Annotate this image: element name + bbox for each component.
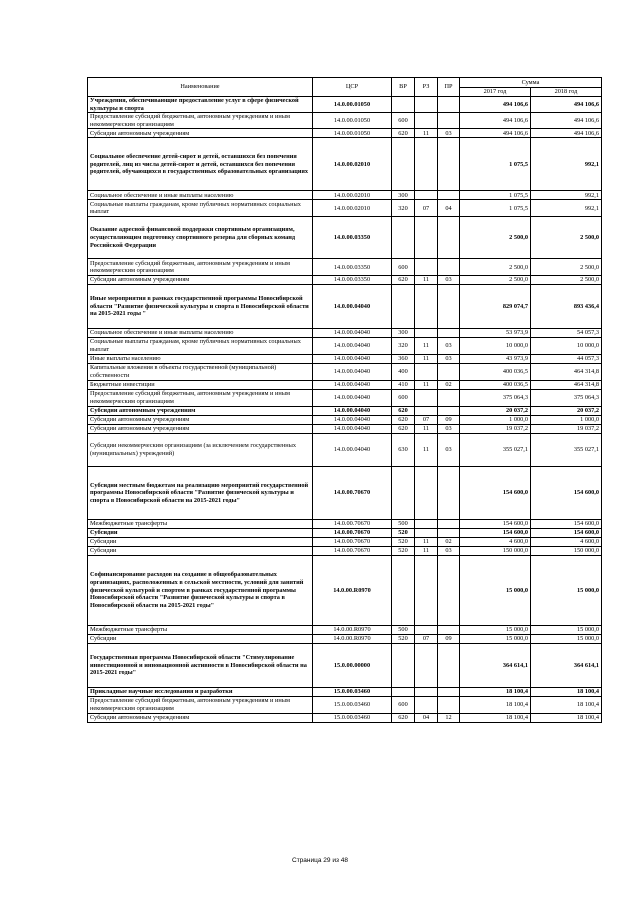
row-sum-2018-cell: 494 106,6 (531, 113, 602, 129)
row-csr-cell: 14.0.00.02010 (313, 200, 392, 217)
row-csr-cell: 14.0.00.R0970 (313, 634, 392, 643)
row-sum-2018-cell: 992,1 (531, 200, 602, 217)
table-row (88, 389, 602, 406)
row-vr-cell: 410 (392, 380, 415, 389)
table-row (88, 555, 602, 625)
table-row (88, 713, 602, 722)
row-rz-cell (415, 138, 438, 191)
row-csr-cell: 14.0.00.R0970 (313, 625, 392, 634)
row-pr-cell: 03 (438, 337, 460, 354)
row-vr-cell: 600 (392, 113, 415, 129)
row-pr-cell: 03 (438, 276, 460, 285)
row-sum-2017-cell: 18 100,4 (460, 713, 531, 722)
row-name-cell: Субсидии автономным учреждениям (88, 129, 313, 138)
table-row (88, 97, 602, 113)
row-rz-cell (415, 625, 438, 634)
row-pr-cell (438, 259, 460, 276)
table-row (88, 129, 602, 138)
row-rz-cell (415, 555, 438, 625)
table-row (88, 406, 602, 415)
row-pr-cell (438, 687, 460, 696)
row-name-cell: Оказание адресной финансовой поддержки спортивным организациям, осуществляющим подготовку спортивного резерва для сборных команд Российской Федерации (88, 217, 313, 259)
row-pr-cell: 02 (438, 380, 460, 389)
row-pr-cell: 09 (438, 415, 460, 424)
row-sum-2017-cell: 1 075,5 (460, 138, 531, 191)
table-row (88, 634, 602, 643)
row-csr-cell: 14.0.00.70670 (313, 519, 392, 528)
row-pr-cell (438, 97, 460, 113)
row-csr-cell: 14.0.00.01050 (313, 97, 392, 113)
row-sum-2018-cell: 2 500,0 (531, 217, 602, 259)
row-sum-2018-cell: 18 100,4 (531, 696, 602, 713)
row-vr-cell: 620 (392, 424, 415, 433)
row-rz-cell: 07 (415, 200, 438, 217)
table-row (88, 625, 602, 634)
row-name-cell: Социальные выплаты гражданам, кроме публичных нормативных социальных выплат (88, 200, 313, 217)
row-name-cell: Предоставление субсидий бюджетным, автономным учреждениям и иным некоммерческим организациям (88, 259, 313, 276)
row-rz-cell: 11 (415, 354, 438, 363)
row-vr-cell: 620 (392, 713, 415, 722)
row-rz-cell: 11 (415, 546, 438, 555)
row-name-cell: Бюджетные инвестиции (88, 380, 313, 389)
row-csr-cell: 14.0.00.04040 (313, 354, 392, 363)
row-csr-cell: 14.0.00.70670 (313, 466, 392, 519)
row-sum-2018-cell: 464 314,8 (531, 363, 602, 380)
row-sum-2017-cell: 10 000,0 (460, 337, 531, 354)
row-name-cell: Учреждения, обеспечивающие предоставление услуг в сфере физической культуры и спорта (88, 97, 313, 113)
row-vr-cell: 600 (392, 696, 415, 713)
row-rz-cell (415, 328, 438, 337)
row-vr-cell: 500 (392, 519, 415, 528)
row-pr-cell: 04 (438, 200, 460, 217)
table-row (88, 696, 602, 713)
row-rz-cell (415, 191, 438, 200)
row-sum-2017-cell: 15 000,0 (460, 634, 531, 643)
row-sum-2017-cell: 154 600,0 (460, 519, 531, 528)
row-sum-2017-cell: 494 106,6 (460, 97, 531, 113)
row-csr-cell: 14.0.00.04040 (313, 328, 392, 337)
table-body (88, 97, 602, 723)
row-rz-cell (415, 696, 438, 713)
row-sum-2017-cell: 4 600,0 (460, 537, 531, 546)
row-name-cell: Субсидии автономным учреждениям (88, 424, 313, 433)
row-sum-2018-cell: 15 000,0 (531, 625, 602, 634)
row-sum-2017-cell: 1 075,5 (460, 200, 531, 217)
row-vr-cell (392, 284, 415, 328)
row-pr-cell (438, 466, 460, 519)
row-sum-2018-cell: 154 600,0 (531, 466, 602, 519)
row-vr-cell (392, 466, 415, 519)
header-name: Наименование (88, 78, 313, 97)
row-sum-2017-cell: 15 000,0 (460, 625, 531, 634)
row-csr-cell: 14.0.00.01050 (313, 113, 392, 129)
table-row (88, 643, 602, 687)
row-sum-2017-cell: 400 036,5 (460, 380, 531, 389)
row-name-cell: Субсидии (88, 546, 313, 555)
header-pr: ПР (438, 78, 460, 97)
row-vr-cell: 620 (392, 406, 415, 415)
row-csr-cell: 14.0.00.03350 (313, 217, 392, 259)
row-sum-2017-cell: 2 500,0 (460, 217, 531, 259)
row-name-cell: Иные выплаты населению (88, 354, 313, 363)
table-row (88, 328, 602, 337)
row-rz-cell: 11 (415, 380, 438, 389)
row-sum-2017-cell: 20 037,2 (460, 406, 531, 415)
row-csr-cell: 14.0.00.03350 (313, 259, 392, 276)
row-rz-cell: 04 (415, 713, 438, 722)
row-name-cell: Иные мероприятия в рамках государственной программы Новосибирской области "Развитие физической культуры и спорта в Новосибирской области на 2015-2021 годы " (88, 284, 313, 328)
row-csr-cell: 14.0.00.02010 (313, 191, 392, 200)
header-2017: 2017 год (460, 88, 531, 97)
row-vr-cell: 300 (392, 191, 415, 200)
row-rz-cell: 11 (415, 337, 438, 354)
row-vr-cell: 520 (392, 528, 415, 537)
row-pr-cell (438, 643, 460, 687)
row-pr-cell (438, 519, 460, 528)
table-row (88, 528, 602, 537)
row-vr-cell: 300 (392, 328, 415, 337)
row-vr-cell: 620 (392, 129, 415, 138)
row-pr-cell (438, 284, 460, 328)
row-sum-2017-cell: 18 100,4 (460, 687, 531, 696)
row-rz-cell (415, 259, 438, 276)
row-sum-2017-cell: 829 074,7 (460, 284, 531, 328)
row-name-cell: Социальное обеспечение детей-сирот и детей, оставшихся без попечения родителей, лиц из числа детей-сирот и детей, оставшихся без попечения родителей, обучающихся в государственных образовательных организациях (88, 138, 313, 191)
table-row (88, 424, 602, 433)
table-row (88, 354, 602, 363)
row-pr-cell (438, 625, 460, 634)
row-csr-cell: 14.0.00.R0970 (313, 555, 392, 625)
row-csr-cell: 14.0.00.04040 (313, 380, 392, 389)
row-rz-cell (415, 687, 438, 696)
row-sum-2018-cell: 15 000,0 (531, 555, 602, 625)
row-sum-2017-cell: 43 973,9 (460, 354, 531, 363)
row-sum-2018-cell: 2 500,0 (531, 259, 602, 276)
row-name-cell: Капитальные вложения в объекты государственной (муниципальной) собственности (88, 363, 313, 380)
table-row (88, 200, 602, 217)
row-name-cell: Предоставление субсидий бюджетным, автономным учреждениям и иным некоммерческим организациям (88, 113, 313, 129)
row-vr-cell: 520 (392, 634, 415, 643)
row-sum-2018-cell: 375 064,3 (531, 389, 602, 406)
row-vr-cell (392, 138, 415, 191)
row-sum-2017-cell: 494 106,6 (460, 113, 531, 129)
row-pr-cell (438, 113, 460, 129)
row-sum-2017-cell: 1 075,5 (460, 191, 531, 200)
row-sum-2017-cell: 364 614,1 (460, 643, 531, 687)
row-csr-cell: 15.0.00.03460 (313, 713, 392, 722)
header-sum: Сумма (460, 78, 602, 88)
row-sum-2018-cell: 4 600,0 (531, 537, 602, 546)
row-rz-cell (415, 643, 438, 687)
table-row (88, 284, 602, 328)
row-sum-2018-cell: 10 000,0 (531, 337, 602, 354)
row-csr-cell: 14.0.00.70670 (313, 546, 392, 555)
header-vr: ВР (392, 78, 415, 97)
row-pr-cell: 12 (438, 713, 460, 722)
row-sum-2018-cell: 154 600,0 (531, 528, 602, 537)
row-name-cell: Субсидии автономным учреждениям (88, 276, 313, 285)
row-name-cell: Социальное обеспечение и иные выплаты населению (88, 328, 313, 337)
row-rz-cell: 11 (415, 276, 438, 285)
row-rz-cell (415, 406, 438, 415)
row-pr-cell (438, 191, 460, 200)
row-csr-cell: 15.0.00.03460 (313, 696, 392, 713)
row-name-cell: Субсидии автономным учреждениям (88, 713, 313, 722)
row-vr-cell (392, 217, 415, 259)
row-sum-2018-cell: 355 027,1 (531, 433, 602, 466)
row-vr-cell: 520 (392, 546, 415, 555)
table-row (88, 217, 602, 259)
row-csr-cell: 14.0.00.01050 (313, 129, 392, 138)
row-sum-2018-cell: 364 614,1 (531, 643, 602, 687)
row-csr-cell: 15.0.00.03460 (313, 687, 392, 696)
row-csr-cell: 14.0.00.70670 (313, 528, 392, 537)
row-sum-2017-cell: 15 000,0 (460, 555, 531, 625)
row-csr-cell: 14.0.00.04040 (313, 389, 392, 406)
row-sum-2017-cell: 18 100,4 (460, 696, 531, 713)
row-sum-2018-cell: 18 100,4 (531, 687, 602, 696)
row-csr-cell: 14.0.00.03350 (313, 276, 392, 285)
row-rz-cell (415, 363, 438, 380)
row-vr-cell (392, 643, 415, 687)
table-row (88, 363, 602, 380)
row-pr-cell (438, 217, 460, 259)
table-row (88, 113, 602, 129)
row-sum-2017-cell: 19 037,2 (460, 424, 531, 433)
row-name-cell: Субсидии местным бюджетам на реализацию мероприятий государственной программы Новосибирской области "Развитие физической культуры и спорта в Новосибирской области на 2015-2021 годы" (88, 466, 313, 519)
table-row (88, 415, 602, 424)
table-row (88, 537, 602, 546)
row-name-cell: Субсидии автономным учреждениям (88, 415, 313, 424)
row-rz-cell: 11 (415, 424, 438, 433)
row-rz-cell (415, 113, 438, 129)
row-sum-2018-cell: 2 500,0 (531, 276, 602, 285)
row-pr-cell: 09 (438, 634, 460, 643)
row-sum-2018-cell: 150 000,0 (531, 546, 602, 555)
row-csr-cell: 14.0.00.04040 (313, 424, 392, 433)
row-pr-cell: 03 (438, 129, 460, 138)
row-pr-cell (438, 406, 460, 415)
budget-table (87, 77, 602, 723)
row-pr-cell: 03 (438, 546, 460, 555)
row-sum-2018-cell: 20 037,2 (531, 406, 602, 415)
row-rz-cell (415, 519, 438, 528)
header-rz: РЗ (415, 78, 438, 97)
row-rz-cell: 11 (415, 537, 438, 546)
row-rz-cell: 11 (415, 433, 438, 466)
row-pr-cell: 03 (438, 354, 460, 363)
row-vr-cell: 500 (392, 625, 415, 634)
row-sum-2018-cell: 154 600,0 (531, 519, 602, 528)
row-sum-2018-cell: 44 057,3 (531, 354, 602, 363)
row-csr-cell: 14.0.00.04040 (313, 406, 392, 415)
row-name-cell: Социальное обеспечение и иные выплаты населению (88, 191, 313, 200)
row-rz-cell (415, 284, 438, 328)
row-sum-2017-cell: 2 500,0 (460, 259, 531, 276)
row-vr-cell: 360 (392, 354, 415, 363)
row-rz-cell (415, 217, 438, 259)
row-rz-cell (415, 389, 438, 406)
row-vr-cell: 400 (392, 363, 415, 380)
row-sum-2018-cell: 893 436,4 (531, 284, 602, 328)
row-sum-2018-cell: 1 000,0 (531, 415, 602, 424)
table-row (88, 138, 602, 191)
row-vr-cell: 320 (392, 200, 415, 217)
row-rz-cell (415, 528, 438, 537)
table-row (88, 276, 602, 285)
row-vr-cell: 620 (392, 415, 415, 424)
row-sum-2018-cell: 464 314,8 (531, 380, 602, 389)
row-csr-cell: 14.0.00.04040 (313, 433, 392, 466)
row-sum-2018-cell: 494 106,6 (531, 97, 602, 113)
table-row (88, 546, 602, 555)
row-csr-cell: 14.0.00.70670 (313, 537, 392, 546)
row-sum-2017-cell: 494 106,6 (460, 129, 531, 138)
row-csr-cell: 15.0.00.00000 (313, 643, 392, 687)
table-row (88, 337, 602, 354)
row-name-cell: Субсидии некоммерческим организациям (за исключением государственных (муниципальных) учреждений) (88, 433, 313, 466)
header-2018: 2018 год (531, 88, 602, 97)
row-name-cell: Субсидии автономным учреждениям (88, 406, 313, 415)
row-vr-cell: 520 (392, 537, 415, 546)
row-pr-cell (438, 528, 460, 537)
row-name-cell: Межбюджетные трансферты (88, 625, 313, 634)
header-csr: ЦСР (313, 78, 392, 97)
row-pr-cell (438, 328, 460, 337)
table-row (88, 466, 602, 519)
row-vr-cell: 620 (392, 276, 415, 285)
row-sum-2017-cell: 1 000,0 (460, 415, 531, 424)
page-number: Страница 29 из 48 (292, 857, 348, 864)
row-sum-2017-cell: 154 600,0 (460, 528, 531, 537)
row-sum-2017-cell: 2 500,0 (460, 276, 531, 285)
table-row (88, 687, 602, 696)
row-vr-cell (392, 687, 415, 696)
row-csr-cell: 14.0.00.04040 (313, 284, 392, 328)
row-name-cell: Софинансирование расходов на создание в общеобразовательных организациях, расположенных в сельской местности, условий для занятий физической культурой и спортом в рамках государственной программы Новосибирской области "Развитие физической культуры и спорта в Новосибирской области на 2015-2021 годы" (88, 555, 313, 625)
table-row (88, 380, 602, 389)
row-pr-cell (438, 363, 460, 380)
row-sum-2017-cell: 355 027,1 (460, 433, 531, 466)
row-rz-cell (415, 97, 438, 113)
row-sum-2018-cell: 18 100,4 (531, 713, 602, 722)
row-sum-2017-cell: 400 036,5 (460, 363, 531, 380)
row-rz-cell (415, 466, 438, 519)
row-csr-cell: 14.0.00.02010 (313, 138, 392, 191)
row-name-cell: Межбюджетные трансферты (88, 519, 313, 528)
row-sum-2018-cell: 15 000,0 (531, 634, 602, 643)
row-vr-cell (392, 555, 415, 625)
row-csr-cell: 14.0.00.04040 (313, 337, 392, 354)
table-row (88, 519, 602, 528)
row-name-cell: Субсидии (88, 537, 313, 546)
row-sum-2018-cell: 19 037,2 (531, 424, 602, 433)
row-vr-cell: 320 (392, 337, 415, 354)
row-pr-cell (438, 138, 460, 191)
row-name-cell: Предоставление субсидий бюджетным, автономным учреждениям и иным некоммерческим организациям (88, 696, 313, 713)
row-name-cell: Субсидии (88, 634, 313, 643)
table-row (88, 191, 602, 200)
row-csr-cell: 14.0.00.04040 (313, 415, 392, 424)
row-name-cell: Государственная программа Новосибирской области "Стимулирование инвестиционной и инновационной активности в Новосибирской области на 2015-2021 годы" (88, 643, 313, 687)
row-sum-2017-cell: 154 600,0 (460, 466, 531, 519)
row-rz-cell: 07 (415, 634, 438, 643)
row-sum-2018-cell: 992,1 (531, 191, 602, 200)
row-pr-cell (438, 555, 460, 625)
row-pr-cell: 03 (438, 433, 460, 466)
row-csr-cell: 14.0.00.04040 (313, 363, 392, 380)
row-rz-cell: 11 (415, 129, 438, 138)
row-name-cell: Социальные выплаты гражданам, кроме публичных нормативных социальных выплат (88, 337, 313, 354)
row-vr-cell: 630 (392, 433, 415, 466)
row-sum-2017-cell: 150 000,0 (460, 546, 531, 555)
row-sum-2017-cell: 53 973,9 (460, 328, 531, 337)
row-pr-cell (438, 389, 460, 406)
row-vr-cell: 600 (392, 389, 415, 406)
row-vr-cell: 600 (392, 259, 415, 276)
row-pr-cell: 03 (438, 424, 460, 433)
table-row (88, 259, 602, 276)
row-sum-2018-cell: 494 106,6 (531, 129, 602, 138)
row-sum-2018-cell: 992,1 (531, 138, 602, 191)
row-rz-cell: 07 (415, 415, 438, 424)
row-name-cell: Прикладные научные исследования и разработки (88, 687, 313, 696)
row-name-cell: Предоставление субсидий бюджетным, автономным учреждениям и иным некоммерческим организациям (88, 389, 313, 406)
table-row (88, 433, 602, 466)
table-header (88, 78, 602, 97)
row-sum-2018-cell: 54 057,3 (531, 328, 602, 337)
row-sum-2017-cell: 375 064,3 (460, 389, 531, 406)
row-vr-cell (392, 97, 415, 113)
row-pr-cell: 02 (438, 537, 460, 546)
row-name-cell: Субсидии (88, 528, 313, 537)
row-pr-cell (438, 696, 460, 713)
